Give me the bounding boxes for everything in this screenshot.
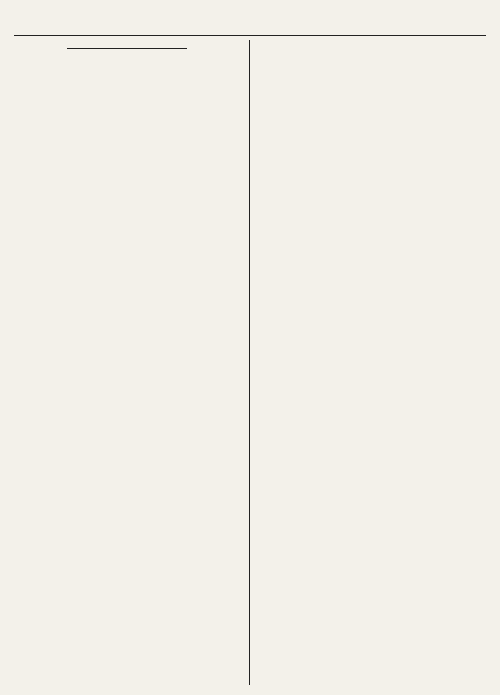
- poem-separator: [67, 48, 187, 49]
- right-column: [262, 42, 488, 683]
- header-rule: [14, 35, 486, 36]
- column-divider: [249, 40, 250, 685]
- left-column: [14, 42, 240, 683]
- page-header: [14, 8, 486, 32]
